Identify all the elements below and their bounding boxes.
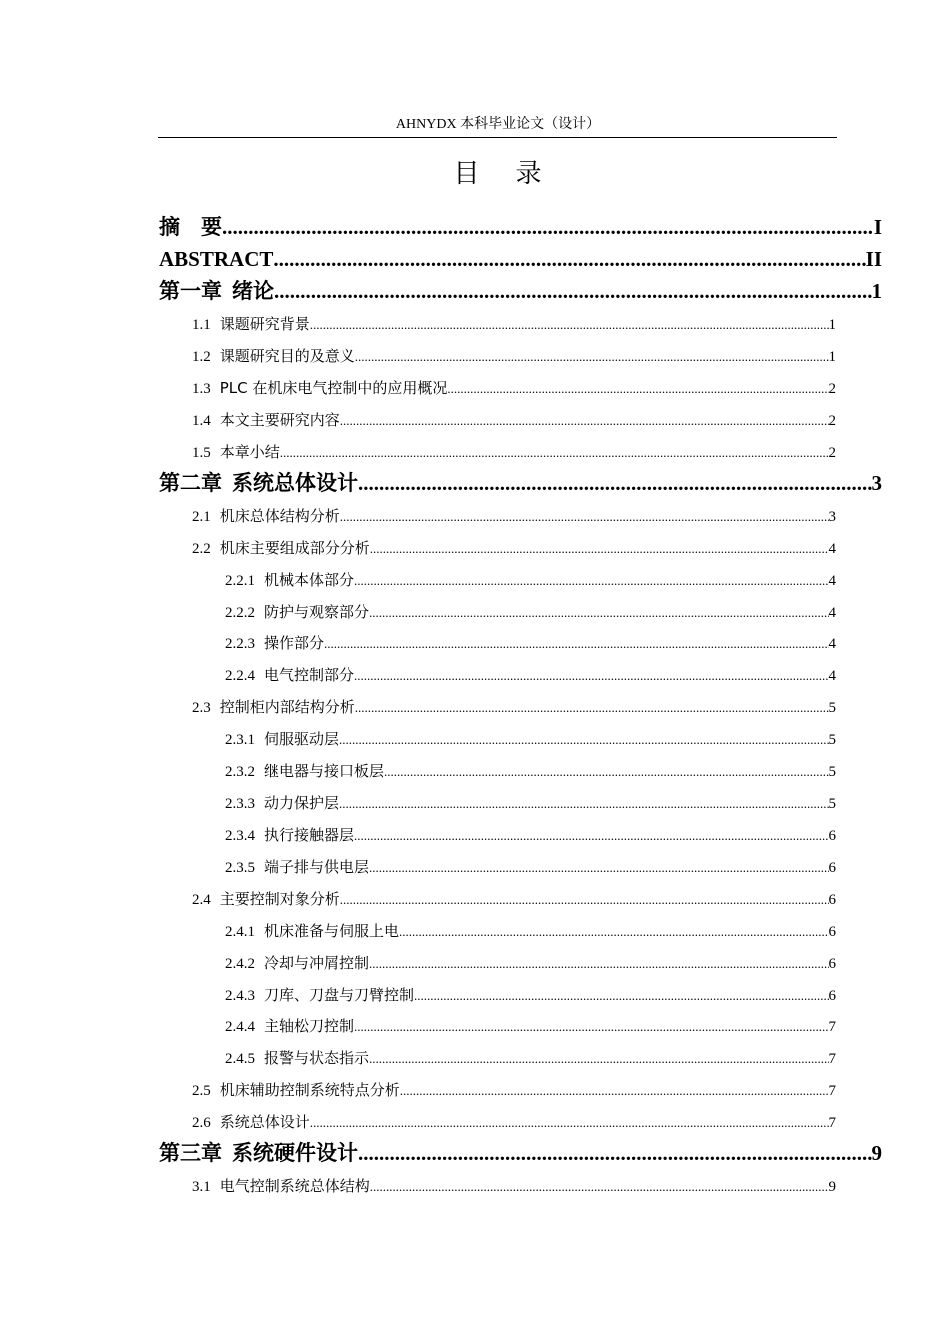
toc-entry-page: 5 [828, 732, 836, 748]
toc-entry-2-3-1[interactable] [225, 728, 836, 750]
toc-leader [274, 275, 872, 307]
toc-entry-2-2-1[interactable] [225, 569, 836, 591]
toc-entry-label: 机床主要组成部分分析 [219, 539, 370, 557]
toc-entry-page: 4 [828, 541, 836, 557]
toc-entry-number: 2.4.3 [225, 988, 255, 1004]
toc-entry-number: 第一章 [159, 279, 222, 303]
toc-entry-2-3-2[interactable] [225, 760, 836, 782]
toc-entry-page: 6 [828, 924, 836, 940]
toc-entry-number: 第三章 [159, 1141, 222, 1165]
toc-leader [400, 1080, 829, 1102]
toc-entry-2-2[interactable] [192, 537, 836, 559]
toc-leader [339, 793, 828, 815]
toc-leader [370, 1176, 829, 1198]
toc-entry-number: 2.4.4 [225, 1019, 255, 1035]
toc-entry-2-3[interactable] [192, 696, 836, 718]
toc-entry-number: 2.6 [192, 1115, 211, 1131]
toc-entry-label: 动力保护层 [264, 794, 340, 812]
toc-entry-2-4-2[interactable] [225, 952, 836, 974]
toc-entry-page: 2 [828, 381, 836, 397]
toc-leader [340, 410, 829, 432]
toc-entry-number: 2.4 [192, 892, 211, 908]
toc-entry-number: 2.3.3 [225, 796, 255, 812]
toc-entry-page: 4 [828, 573, 836, 589]
toc-entry-number: 2.4.1 [225, 924, 255, 940]
toc-entry-number: 3.1 [192, 1179, 211, 1195]
toc-leader [354, 1016, 828, 1038]
toc-entry-page: 5 [828, 700, 836, 716]
toc-entry-2-3-3[interactable] [225, 792, 836, 814]
toc-entry-label: 系统总体设计 [219, 1113, 310, 1131]
running-header: AHNYDX 本科毕业论文（设计） [395, 117, 601, 132]
toc-entry-label: 继电器与接口板层 [264, 762, 385, 780]
toc-entry-number: 1.5 [192, 445, 211, 461]
toc-entry-1-1[interactable] [192, 313, 836, 335]
toc-leader [222, 211, 874, 243]
toc-entry-label: 主轴松刀控制 [264, 1017, 355, 1035]
toc-entry-label: 刀库、刀盘与刀臂控制 [264, 986, 415, 1004]
toc-leader [447, 378, 828, 400]
toc-leader [384, 761, 828, 783]
toc-entry-page: II [865, 247, 882, 271]
toc-entry-2-4[interactable] [192, 888, 836, 910]
toc-entry-abstract-en[interactable] [159, 243, 882, 275]
toc-entry-2-4-3[interactable] [225, 984, 836, 1006]
toc-entry-number: 2.3.1 [225, 732, 255, 748]
toc-entry-number: 2.3 [192, 700, 211, 716]
toc-entry-abstract-cn[interactable] [159, 211, 882, 243]
toc-entry-label: 机床辅助控制系统特点分析 [219, 1081, 400, 1099]
toc-entry-page: 2 [828, 445, 836, 461]
toc-entry-label: ABSTRACT [159, 247, 274, 271]
toc-leader [358, 467, 872, 499]
toc-entry-2-4-4[interactable] [225, 1015, 836, 1037]
toc-entry-label: 电气控制系统总体结构 [219, 1177, 370, 1195]
toc-entry-label: 冷却与冲屑控制 [264, 954, 370, 972]
toc-entry-2-2-3[interactable] [225, 632, 836, 654]
toc-entry-number: 2.2.2 [225, 605, 255, 621]
toc-leader [340, 889, 829, 911]
toc-entry-number: 2.2.3 [225, 636, 255, 652]
toc-entry-label: 操作部分 [264, 634, 325, 652]
toc-entry-number: 2.2.1 [225, 573, 255, 589]
toc-entry-2-3-4[interactable] [225, 824, 836, 846]
toc-entry-page: I [873, 215, 882, 239]
toc-entry-label: 电气控制部分 [264, 666, 355, 684]
toc-entry-page: 6 [828, 860, 836, 876]
toc-leader [354, 570, 828, 592]
toc-entry-1-3[interactable] [192, 377, 836, 399]
toc-entry-page: 7 [828, 1019, 836, 1035]
toc-entry-page: 6 [828, 892, 836, 908]
toc-entry-1-4[interactable] [192, 409, 836, 431]
toc-entry-label: 机床准备与伺服上电 [264, 922, 400, 940]
toc-leader [339, 729, 828, 751]
toc-leader [355, 697, 829, 719]
toc-entry-label: 防护与观察部分 [264, 603, 370, 621]
toc-entry-number: 2.5 [192, 1083, 211, 1099]
toc-leader [369, 602, 828, 624]
toc-leader [358, 1137, 872, 1169]
toc-entry-label: 系统硬件设计 [232, 1141, 358, 1165]
toc-entry-page: 6 [828, 988, 836, 1004]
toc-leader [414, 985, 828, 1007]
toc-entry-3-1[interactable] [192, 1175, 836, 1197]
toc-entry-page: 6 [828, 956, 836, 972]
toc-entry-2-4-1[interactable] [225, 920, 836, 942]
toc-leader [399, 921, 828, 943]
toc-entry-2-6[interactable] [192, 1111, 836, 1133]
toc-entry-page: 4 [828, 605, 836, 621]
toc-entry-2-4-5[interactable] [225, 1047, 836, 1069]
toc-entry-label: 机械本体部分 [264, 571, 355, 589]
toc-leader [280, 442, 829, 464]
toc-entry-label: 机床总体结构分析 [219, 507, 340, 525]
toc-entry-number: 2.2.4 [225, 668, 255, 684]
toc-entry-page: 2 [828, 413, 836, 429]
toc-entry-label: PLC 在机床电气控制中的应用概况 [219, 379, 448, 397]
toc-leader [273, 243, 865, 275]
toc-entry-label: 课题研究目的及意义 [219, 347, 355, 365]
toc-entry-label: 控制柜内部结构分析 [219, 698, 355, 716]
toc-entry-label: 课题研究背景 [219, 315, 310, 333]
toc-entry-page: 7 [828, 1115, 836, 1131]
toc-entry-number: 2.3.5 [225, 860, 255, 876]
toc-leader [324, 633, 828, 655]
toc-entry-label: 摘 要 [159, 215, 222, 239]
toc-entry-page: 7 [828, 1083, 836, 1099]
toc-entry-chapter-2[interactable] [159, 467, 882, 499]
toc-entry-page: 1 [828, 317, 836, 333]
toc-leader [369, 857, 828, 879]
toc-entry-2-2-4[interactable] [225, 664, 836, 686]
toc-entry-number: 1.1 [192, 317, 211, 333]
toc-entry-page: 1 [828, 349, 836, 365]
toc-entry-page: 5 [828, 764, 836, 780]
toc-entry-number: 2.3.4 [225, 828, 255, 844]
toc-entry-number: 1.4 [192, 413, 211, 429]
toc-entry-page: 9 [871, 1141, 882, 1165]
toc-entry-label: 主要控制对象分析 [219, 890, 340, 908]
toc-entry-number: 1.2 [192, 349, 211, 365]
toc-entry-label: 执行接触器层 [264, 826, 355, 844]
toc-entry-page: 6 [828, 828, 836, 844]
toc-entry-2-1[interactable] [192, 505, 836, 527]
toc-entry-1-5[interactable] [192, 441, 836, 463]
toc-entry-label: 系统总体设计 [232, 471, 358, 495]
toc-entry-1-2[interactable] [192, 345, 836, 367]
toc-entry-number: 2.1 [192, 509, 211, 525]
toc-leader [369, 1048, 828, 1070]
toc-entry-number: 2.4.2 [225, 956, 255, 972]
toc-entry-2-3-5[interactable] [225, 856, 836, 878]
toc-entry-page: 9 [828, 1179, 836, 1195]
toc-entry-number: 2.3.2 [225, 764, 255, 780]
toc-leader [310, 314, 829, 336]
toc-leader [354, 825, 828, 847]
toc-entry-page: 3 [871, 471, 882, 495]
toc-title: 目 录 [453, 159, 544, 188]
toc-entry-page: 1 [871, 279, 882, 303]
toc-entry-number: 2.4.5 [225, 1051, 255, 1067]
toc-entry-label: 本章小结 [219, 443, 280, 461]
toc-entry-page: 7 [828, 1051, 836, 1067]
toc-entry-page: 4 [828, 636, 836, 652]
toc-leader [355, 346, 829, 368]
toc-entry-label: 伺服驱动层 [264, 730, 340, 748]
toc-entry-chapter-3[interactable] [159, 1137, 882, 1169]
toc-entry-2-5[interactable] [192, 1079, 836, 1101]
toc-leader [354, 665, 828, 687]
toc-entry-number: 1.3 [192, 381, 211, 397]
toc-entry-number: 2.2 [192, 541, 211, 557]
toc-entry-label: 报警与状态指示 [264, 1049, 370, 1067]
toc-leader [370, 538, 829, 560]
toc-entry-2-2-2[interactable] [225, 601, 836, 623]
toc-entry-page: 4 [828, 668, 836, 684]
toc-entry-chapter-1[interactable] [159, 275, 882, 307]
toc-entry-label: 本文主要研究内容 [219, 411, 340, 429]
toc-entry-number: 第二章 [159, 471, 222, 495]
toc-leader [310, 1112, 829, 1134]
toc-entry-page: 5 [828, 796, 836, 812]
toc-entry-label: 端子排与供电层 [264, 858, 370, 876]
toc-entry-label: 绪论 [232, 279, 274, 303]
toc-entry-page: 3 [828, 509, 836, 525]
toc-leader [340, 506, 829, 528]
toc-leader [369, 953, 828, 975]
